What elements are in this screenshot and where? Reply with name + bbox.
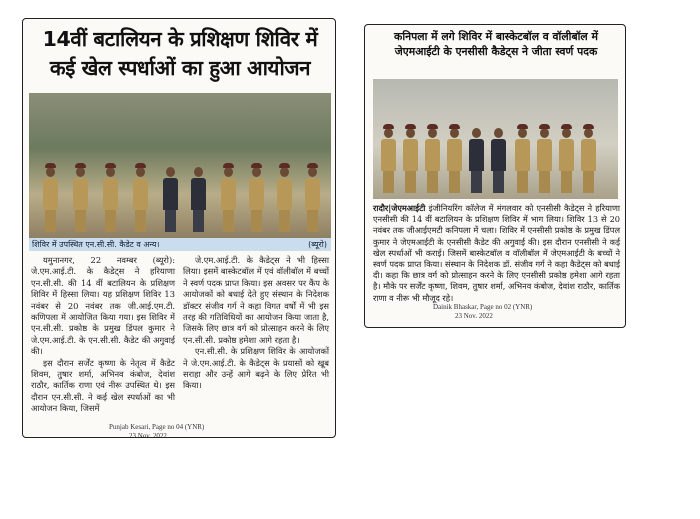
source-publication: Dainik Bhaskar, Page no 02 (YNR) bbox=[433, 303, 533, 311]
article-column-2 bbox=[183, 255, 329, 392]
headline: 14वीं बटालियन के प्रशिक्षण शिविर में कई खेल स्पर्धाओं का हुआ आयोजन bbox=[42, 27, 318, 80]
cadet-figure bbox=[537, 128, 552, 193]
official-figure bbox=[163, 167, 178, 232]
caption-credit: (ब्यूरो) bbox=[308, 240, 327, 249]
paragraph: एन.सी.सी. के प्रशिक्षण शिविर के आयोजकों ने जे.एम.आई.टी. के कैडेट्स के प्रयासों को खूब सराहा और उन्हें आगे बढ़ने के लिए प्रेरित भी किया। bbox=[183, 346, 329, 391]
cadet-figure bbox=[103, 167, 118, 232]
dateline: रादौर|जेएमआईटी bbox=[373, 203, 426, 213]
article-column-1 bbox=[31, 255, 175, 415]
official-figure bbox=[491, 128, 506, 193]
source-publication: Punjab Kesari, Page no 04 (YNR) bbox=[109, 423, 205, 431]
cadet-figure bbox=[425, 128, 440, 193]
cadet-figure bbox=[277, 167, 292, 232]
cadet-figure bbox=[403, 128, 418, 193]
group-photo bbox=[373, 79, 618, 199]
cadet-figure bbox=[249, 167, 264, 232]
cadet-figure bbox=[515, 128, 530, 193]
official-figure bbox=[191, 167, 206, 232]
newspaper-clipping-punjab-kesari bbox=[22, 18, 336, 438]
cadet-figure bbox=[447, 128, 462, 193]
newspaper-clipping-dainik-bhaskar bbox=[364, 24, 626, 328]
cadet-figure bbox=[221, 167, 236, 232]
cadet-figure bbox=[73, 167, 88, 232]
source-credit bbox=[433, 303, 532, 320]
group-photo bbox=[29, 93, 331, 238]
paragraph: जे.एम.आई.टी. के कैडेट्स ने भी हिस्सा लिया। इसमें बास्केटबॉल में एवं वॉलीबॉल में बच्चों ने स्वर्ण पदक प्राप्त किया। इस अवसर पर कैंप के आयोजकों को बधाई देते हुए संस्थान के निदेशक डॉक्टर संजीव गर्ग ने कहा विगत वर्षों में भी इस तरह की गतिविधियों का आयोजन किया जाता है, जिसके लिए छात्र वर्ग को प्रोत्साहन करने के लिए एन.सी.सी. प्रकोष्ठ हमेशा आगे रहता है। bbox=[183, 255, 329, 345]
paragraph: इस दौरान सर्जेंट कृष्णा के नेतृत्व में कैडेट शिवम, तुषार शर्मा, अभिनव कंबोज, देवांश राठौर, कार्तिक राणा एवं नीरू उपस्थित थे। इस दौरान एन.सी.सी. ने कई खेल स्पर्धाओं का भी आयोजन किया, जिसमें bbox=[31, 357, 175, 414]
official-figure bbox=[469, 128, 484, 193]
cadet-figure bbox=[381, 128, 396, 193]
source-date: 23 Nov. 2022 bbox=[455, 311, 493, 320]
caption-text: शिविर में उपस्थित एन.सी.सी. कैडेट व अन्य। bbox=[32, 240, 160, 249]
paragraph: यमुनानगर, 22 नवम्बर (ब्यूरो): जे.एम.आई.टी. के कैडेट्स ने हरियाणा एन.सी.सी. की 14 वीं बटालियन के प्रशिक्षण शिविर में हिस्सा लिया। यह प्रशिक्षण शिविर 13 नवंबर से 20 नवंबर तक जी.आई.एम.टी. कणिपला में आयोजित किया गया। इस शिविर में एन.सी.सी. प्रकोष्ठ के प्रमुख डिंपल कुमार ने जे.एम.आई.टी. के एन.सी.सी. कैडेट की अगुवाई की। bbox=[31, 255, 175, 357]
source-credit bbox=[109, 423, 204, 438]
cadet-figure bbox=[133, 167, 148, 232]
cadet-figure bbox=[43, 167, 58, 232]
source-date: 23 Nov. 2022 bbox=[129, 431, 167, 438]
photo-caption bbox=[29, 238, 331, 251]
cadet-figure bbox=[559, 128, 574, 193]
cadet-figure bbox=[305, 167, 320, 232]
headline: कनिपला में लगे शिविर में बास्केटबॉल व वॉलीबॉल में जेएमआईटी के एनसीसी कैडेट्स ने जीता स्वर्ण पदक bbox=[394, 30, 598, 58]
article-body bbox=[373, 203, 620, 304]
cadet-figure bbox=[581, 128, 596, 193]
article-text: इंजीनियरिंग कॉलेज में मंगलवार को एनसीसी कैडेट्स ने हरियाणा एनसीसी की 14 वीं बटालियन के प्रशिक्षण शिविर में भाग लिया। शिविर 13 से 20 नवंबर तक जीआईएमटी कनिपला में चला। शिविर में एनसीसी प्रकोष्ठ के प्रमुख डिंपल कुमार ने जेएमआईटी के एनसीसी कैडेट की अगुवाई की। इस दौरान एनसीसी ने कई खेल स्पर्धाओं भी कराई। जिसमें बास्केटबॉल व वॉलीबॉल में जेएमआईटी के बच्चों ने स्वर्ण पदक प्राप्त किया। संस्थान के निदेशक डॉ. संजीव गर्ग ने कहा कैडेट्स को बधाई दी। कहा कि छात्र वर्ग को प्रोत्साहन करने के लिए एनसीसी प्रकोष्ठ हमेशा आगे रहता है। मौके पर सर्जेंट कृष्णा, शिवम, तुषार शर्मा, अभिनव कंबोज, देवांश राठौर, कार्तिक राणा व नीरू भी मौजूद रहे। bbox=[373, 203, 620, 303]
